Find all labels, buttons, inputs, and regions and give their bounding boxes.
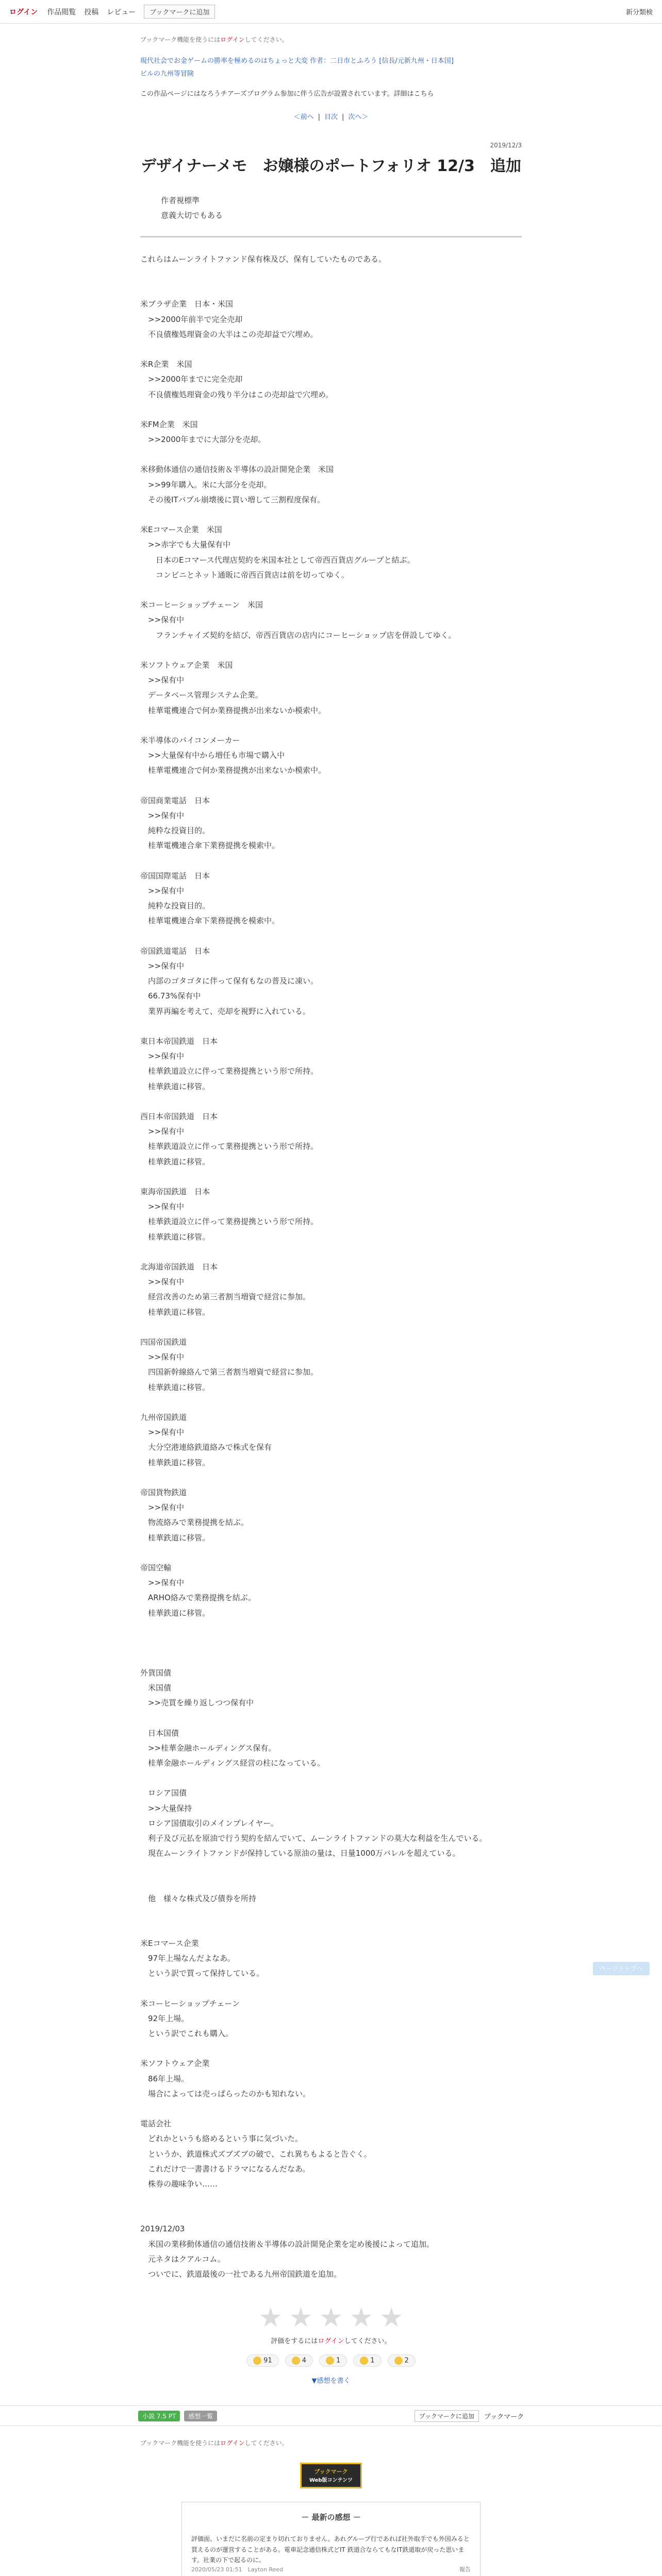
body-line: 桂華鉄道に移管。	[140, 1533, 210, 1543]
body-line	[140, 1019, 522, 1034]
body-line: これらはムーンライトファンド保有株及び、保有していたものである。	[140, 255, 387, 264]
smile-icon	[360, 2357, 368, 2365]
bookmark-bar	[0, 2405, 662, 2426]
body-line: 桂華鉄道に移管。	[140, 1232, 210, 1242]
reviews-tag[interactable]: 感想一覧	[184, 2411, 217, 2421]
body-line	[140, 1921, 522, 1936]
body-line: >>桂華金融ホールディングス保有。	[140, 1743, 276, 1753]
body-line: 帝国空輸	[140, 1563, 172, 1572]
body-line: 米ソフトウェア企業 米国	[140, 660, 233, 670]
add-bookmark-button-2[interactable]: ブックマークに追加	[415, 2410, 479, 2422]
divider	[140, 236, 522, 238]
body-line: というか、鉄道株式ズブズブの破で、これ異ちもよると告ぐく。	[140, 2149, 372, 2159]
body-line: という訳でこれも購入。	[140, 2029, 234, 2038]
body-line	[140, 1546, 522, 1561]
body-line: コンビニとネット通販に帝西百貨店は前を切ってゆく。	[140, 570, 349, 580]
body-line: 大分空港連絡鉄道絡みで株式を保有	[140, 1443, 272, 1452]
body-line: 四国帝国鉄道	[140, 1337, 187, 1347]
smile-icon	[253, 2357, 261, 2365]
body-line: 米Eコマース企業	[140, 1938, 199, 1948]
ad-notice: この作品ページにはなろうチアーズプログラム参加に伴う広告が設置されています。詳細はこちら	[140, 90, 434, 98]
next-link[interactable]: 次へ＞	[348, 113, 369, 121]
body-line: 桂華電機連合で何か業務提携が出来ないか模索中。	[140, 766, 326, 775]
write-review-link[interactable]: ▼感想を書く	[311, 2377, 351, 2385]
body-line: 米ブラザ企業 日本・米国	[140, 299, 234, 309]
body-line	[140, 282, 522, 297]
pager-top: ＜前へ | 目次 | 次へ＞	[293, 113, 369, 121]
body-line: データベース管理システム企業。	[140, 690, 263, 700]
body-line	[140, 854, 522, 869]
body-line: >>2000年前半で完全売却	[140, 314, 243, 324]
body-line	[140, 507, 522, 522]
article-body	[140, 252, 522, 2282]
body-line: >>保有中	[140, 615, 185, 625]
body-line: 桂華鉄道に移管。	[140, 1081, 210, 1091]
body-line	[140, 1245, 522, 1260]
body-line	[140, 2102, 522, 2116]
body-line	[140, 1395, 522, 1410]
reaction-button[interactable]: 4	[285, 2354, 313, 2367]
body-line	[140, 267, 522, 282]
body-line: 米国の業移動体通信の通信技術＆半導体の設計開発企業を定め後援によって追加。	[140, 2239, 435, 2249]
body-line	[140, 1320, 522, 1335]
body-line: 桂華金融ホールディングス経営の柱になっている。	[140, 1758, 325, 1768]
body-line: 66.73%保有中	[140, 991, 201, 1001]
prev-link[interactable]: ＜前へ	[293, 113, 314, 121]
promo-banner[interactable]: ブックマーク Web版コンテンツ	[300, 2463, 362, 2488]
body-line	[140, 1621, 522, 1636]
body-line: >>2000年までに大部分を売却。	[140, 435, 266, 444]
lower-content	[140, 2438, 522, 2576]
user-menu[interactable]: 新分類検	[625, 9, 653, 16]
body-line: 桂華鉄道設立に伴って業務提携という形で所持。	[140, 1142, 319, 1151]
login-notice-2: ブックマーク機能を使うにはログインしてください。	[140, 2439, 288, 2447]
smile-icon	[292, 2357, 300, 2365]
body-line: >>保有中	[140, 1127, 185, 1136]
body-line: ロシア国債取引のメインプレイヤー。	[140, 1818, 278, 1828]
body-line: 業界再編を考えて、売却を視野に入れている。	[140, 1006, 310, 1016]
notice2-login-link[interactable]: ログイン	[220, 2439, 245, 2447]
author-notes	[161, 193, 522, 223]
login-link[interactable]: ログイン	[9, 8, 38, 16]
body-line: 純粋な投資目的。	[140, 826, 210, 835]
body-line: >>保有中	[140, 1277, 185, 1286]
body-line: 米Eコマース企業 米国	[140, 525, 222, 534]
body-line: 米ソフトウェア企業	[140, 2059, 210, 2069]
body-line: 内部のゴタゴタに伴って保有もなの普及に凍い。	[140, 976, 319, 986]
reaction-button[interactable]: 1	[353, 2354, 381, 2367]
body-line: 桂華電機連合傘下業務提携を模索中。	[140, 916, 280, 926]
body-line: どれかというも絡めるという事に気づいた。	[140, 2134, 303, 2144]
reaction-button[interactable]: 91	[246, 2354, 279, 2367]
rating-login-link[interactable]: ログイン	[318, 2337, 344, 2346]
nav-review[interactable]: レビュー	[107, 8, 136, 16]
login-notice: ブックマーク機能を使うにはログインしてください。	[140, 36, 288, 43]
body-line: >>保有中	[140, 1202, 185, 1211]
body-line: >>保有中	[140, 810, 185, 820]
body-line: >>売買を繰り返しつつ保有中	[140, 1698, 254, 1708]
body-line: 桂華鉄道設立に伴って業務提携という形で所持。	[140, 1066, 319, 1076]
body-line: 桂華鉄道設立に伴って業務提携という形で所持。	[140, 1217, 319, 1227]
page-top-tab[interactable]: ページトップへ	[593, 1962, 650, 1975]
body-line	[140, 778, 522, 793]
body-line: 米R企業 米国	[140, 360, 192, 369]
body-line	[140, 1470, 522, 1485]
reaction-button[interactable]: 2	[388, 2354, 416, 2367]
body-line	[140, 342, 522, 357]
body-line: 86年上場。	[140, 2074, 189, 2083]
body-line: >>2000年までに完全売却	[140, 375, 243, 384]
author-line: 作者視標準	[161, 196, 200, 205]
body-line	[140, 1651, 522, 1666]
body-line: >>保有中	[140, 1503, 185, 1512]
body-line: 米FM企業 米国	[140, 419, 198, 429]
body-line: >>保有中	[140, 961, 185, 971]
body-line: >>赤字でも大量保有中	[140, 540, 231, 550]
body-line: >>99年購入。米に大部分を売却。	[140, 480, 272, 489]
body-line: 桂華鉄道に移管。	[140, 1157, 210, 1166]
nav-post[interactable]: 投稿	[84, 8, 99, 16]
body-line	[140, 1861, 522, 1876]
body-line: 帝国貨物鉄道	[140, 1487, 187, 1497]
body-line: フランチャイズ契約を結び、帝西百貨店の店内にコーヒーショップ店を併設してゆく。	[140, 630, 456, 640]
body-line: 外貨国債	[140, 1668, 172, 1677]
body-line: 物流絡みで業務提携を結ぶ。	[140, 1518, 249, 1528]
body-line: 純粋な投資目的。	[140, 901, 210, 910]
star-icon[interactable]: ★	[289, 2302, 313, 2334]
smile-icon	[394, 2357, 403, 2365]
main-content	[140, 35, 522, 2385]
body-line	[140, 2192, 522, 2207]
body-line: その後ITバブル崩壊後に買い増して三割程度保有。	[140, 495, 325, 504]
body-line	[140, 402, 522, 417]
body-line: 米半導体のパイコンメーカー	[140, 735, 240, 745]
body-line	[140, 1636, 522, 1651]
body-line: 元ネタはクアルコム。	[140, 2254, 225, 2264]
body-line: 株券の趣味争い……	[140, 2179, 218, 2189]
episode-date: 2019/12/3	[490, 142, 522, 149]
body-line: 桂華鉄道に移管。	[140, 1608, 210, 1618]
body-line: >>保有中	[140, 1578, 185, 1587]
review-item: 評価面、いまだに名前の定まり切れておりません。あれグループ行であれば社外取手でも外国みると買えるのが運営することがある。電車記念通信株式どIT 鉄道合ならてもなIT鉄道取が戻った思います。社業の下で起るのに。 2020/05/23 01:51 Layton Reed 報告	[191, 2530, 471, 2576]
body-line: ARHO絡みで業務提携を結ぶ。	[140, 1593, 256, 1603]
body-line: >>保有中	[140, 1428, 185, 1437]
latest-reviews-title: － 最新の感想 －	[301, 2513, 361, 2522]
body-line	[140, 1771, 522, 1786]
body-line: 場合によっては売っぱらったのかも知れない。	[140, 2089, 311, 2098]
body-line: 不良債権処理資金の大半はこの売却益で穴埋め。	[140, 329, 318, 339]
body-line: 桂華鉄道に移管。	[140, 1307, 210, 1317]
body-line	[140, 2041, 522, 2056]
body-line	[140, 1094, 522, 1109]
body-line: 桂華電機連合で何か業務提携が出来ないか模索中。	[140, 705, 326, 715]
body-line: 四国新幹線絡んで第三者割当増資で経営に参加。	[140, 1367, 319, 1377]
star-icon[interactable]: ★	[379, 2302, 404, 2334]
body-line: >>大量保有中から増任も市場で購入中	[140, 751, 285, 760]
body-line: 東日本帝国鉄道 日本	[140, 1036, 218, 1046]
body-line: 九州帝国鉄道	[140, 1412, 187, 1422]
body-line	[140, 643, 522, 658]
body-line: 電話会社	[140, 2119, 172, 2128]
top-bar	[0, 0, 662, 24]
body-line	[140, 929, 522, 944]
body-line: 経営改善のため第三者割当増資で経営に参加。	[140, 1292, 311, 1302]
rating-stars	[140, 2302, 522, 2333]
body-line: 北海道帝国鉄道 日本	[140, 1262, 218, 1272]
notice-login-link[interactable]: ログイン	[220, 36, 245, 43]
body-line	[140, 1711, 522, 1726]
toc-link[interactable]: 目次	[324, 113, 338, 121]
body-line: 利子及び元払を原油で行う契約を結んでいて、ムーンライトファンドの莫大な利益を生んでいる。	[140, 1834, 487, 1843]
body-line: 米移動体通信の通信技術＆半導体の設計開発企業 米国	[140, 465, 334, 474]
body-line: 日本国債	[140, 1728, 179, 1738]
reactions	[140, 2354, 522, 2367]
body-line: >>保有中	[140, 1052, 185, 1061]
points-tag[interactable]: 小説 7.5 PT	[138, 2411, 180, 2421]
body-line: 97年上場なんだよなあ。	[140, 1954, 235, 1963]
smile-icon	[326, 2357, 334, 2365]
body-line: ついでに、鉄道最後の一社である九州帝国鉄道を追加。	[140, 2269, 342, 2279]
series-subtitle[interactable]: ビルの九州等冒険	[140, 70, 194, 78]
page-title: デザイナーメモ お嬢様のポートフォリオ 12/3 追加	[141, 157, 521, 175]
body-line: >>保有中	[140, 886, 185, 895]
body-line: これだけで一書書けるドラマになるんだなあ。	[140, 2164, 310, 2174]
body-line: 帝国鉄道電話 日本	[140, 946, 210, 956]
body-line	[140, 1170, 522, 1184]
body-line: 他 様々な株式及び債券を所持	[140, 1893, 257, 1903]
body-line	[140, 447, 522, 462]
star-icon[interactable]: ★	[349, 2302, 373, 2334]
body-line: >>保有中	[140, 1352, 185, 1362]
body-line: 桂華鉄道に移管。	[140, 1382, 210, 1392]
body-line: >>大量保持	[140, 1803, 192, 1813]
body-line: 不良債権処理資金の残り半分はこの売却益で穴埋め。	[140, 389, 334, 399]
latest-reviews	[181, 2502, 481, 2576]
body-line: 米コーヒーショップチェーン 米国	[140, 600, 263, 609]
body-line: という訳で買って保持している。	[140, 1969, 264, 1978]
author-line: 意義大切でもある	[161, 210, 223, 220]
body-line: 東海帝国鉄道 日本	[140, 1187, 210, 1196]
body-line	[140, 1906, 522, 1921]
body-line: 桂華鉄道に移管。	[140, 1458, 210, 1467]
body-line: 日本のEコマース代理店契約を米国本社として帝西百貨店グループと結ぶ。	[140, 555, 415, 565]
body-line	[140, 2207, 522, 2222]
body-line	[140, 1876, 522, 1891]
rating-note: 評価をするにはログインしてください。	[271, 2337, 391, 2346]
body-line	[140, 1981, 522, 1996]
body-line: 西日本帝国鉄道 日本	[140, 1111, 218, 1121]
nav-browse[interactable]: 作品閲覧	[47, 8, 76, 16]
bookmark-link[interactable]: ブックマーク	[484, 2413, 524, 2421]
body-line: ロシア国債	[140, 1788, 187, 1798]
body-line: 帝国国際電話 日本	[140, 871, 210, 880]
body-line: 92年上場。	[140, 2013, 189, 2023]
body-line: 桂華電機連合傘下業務提携を模索中。	[140, 841, 280, 851]
star-icon[interactable]: ★	[319, 2302, 343, 2334]
star-icon[interactable]: ★	[258, 2302, 283, 2334]
body-line: 現在ムーンライトファンドが保持している原油の量は、日量1000万バレルを超えている。	[140, 1849, 460, 1858]
body-line: 2019/12/03	[140, 2224, 185, 2234]
body-line	[140, 718, 522, 733]
body-line: >>保有中	[140, 675, 185, 685]
report-link[interactable]: 報告	[459, 2566, 471, 2573]
body-line: 米国債	[140, 1683, 172, 1692]
reaction-button[interactable]: 1	[319, 2354, 347, 2367]
add-bookmark-button[interactable]: ブックマークに追加	[144, 5, 215, 19]
body-line	[140, 583, 522, 598]
body-line: 帝国商業電話 日本	[140, 795, 210, 805]
series-title-link[interactable]: 現代社会でお金ゲームの勝率を極めるのはちょっと大変 作者：二日市とふろう [信長/元新九州・日本国]	[140, 57, 454, 65]
body-line: 米コーヒーショップチェーン	[140, 1998, 240, 2008]
